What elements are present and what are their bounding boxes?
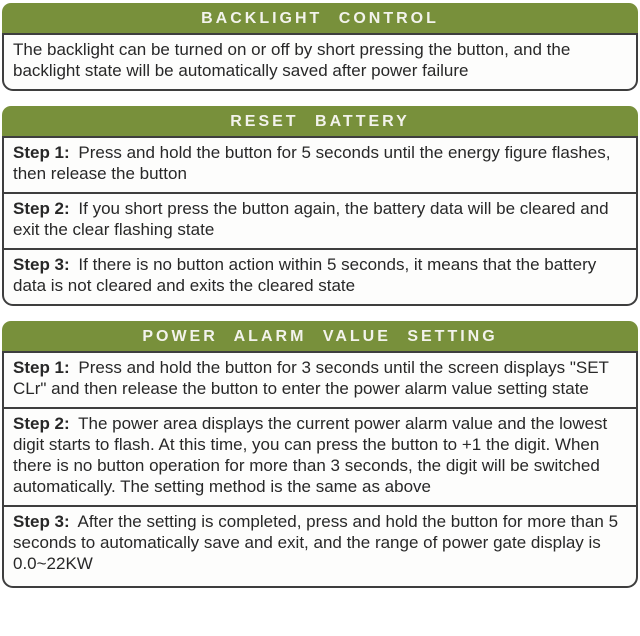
- step-label: Step 2:: [13, 199, 70, 218]
- step-text: If you short press the button again, the battery data will be cleared and exit the clear flashing state: [13, 199, 609, 239]
- step-text: After the setting is completed, press and hold the button for more than 5 seconds to automatically save and exit, and the range of power gate display is 0.0~22KW: [13, 512, 619, 573]
- step-label: Step 3:: [13, 255, 70, 274]
- paragraph-backlight-info: [4, 35, 636, 89]
- section-body-power-alarm-value-setting: [2, 351, 638, 588]
- section-power-alarm-value-setting: [2, 321, 638, 588]
- step-label: Step 1:: [13, 358, 70, 377]
- step-label: Step 2:: [13, 414, 70, 433]
- section-body-reset-battery: [2, 136, 638, 306]
- step-text: If there is no button action within 5 seconds, it means that the battery data is not cleared and exits the cleared state: [13, 255, 597, 295]
- section-reset-battery: [2, 106, 638, 306]
- section-title-backlight-control: BACKLIGHT CONTROL: [2, 3, 638, 33]
- step-text: Press and hold the button for 5 seconds until the energy figure flashes, then release the button: [13, 143, 611, 183]
- step-text: The power area displays the current power alarm value and the lowest digit starts to flash. At this time, you can press the button to +1 the digit. When there is no button operation for more than 3 seconds, the digit will be switched automatically. The setting method is the same as above: [13, 414, 608, 496]
- power-alarm-step-2: [4, 407, 636, 505]
- section-body-backlight-control: [2, 33, 638, 91]
- reset-battery-step-1: [4, 138, 636, 192]
- step-label: Step 3:: [13, 512, 70, 531]
- section-title-reset-battery: RESET BATTERY: [2, 106, 638, 136]
- power-alarm-step-3: [4, 505, 636, 586]
- step-text: Press and hold the button for 3 seconds until the screen displays "SET CLr" and then release the button to enter the power alarm value setting state: [13, 358, 609, 398]
- section-backlight-control: [2, 3, 638, 91]
- reset-battery-step-2: [4, 192, 636, 248]
- paragraph-text: The backlight can be turned on or off by short pressing the button, and the backlight state will be automatically saved after power failure: [13, 40, 571, 80]
- power-alarm-step-1: [4, 353, 636, 407]
- step-label: Step 1:: [13, 143, 70, 162]
- section-title-power-alarm-value-setting: POWER ALARM VALUE SETTING: [2, 321, 638, 351]
- reset-battery-step-3: [4, 248, 636, 304]
